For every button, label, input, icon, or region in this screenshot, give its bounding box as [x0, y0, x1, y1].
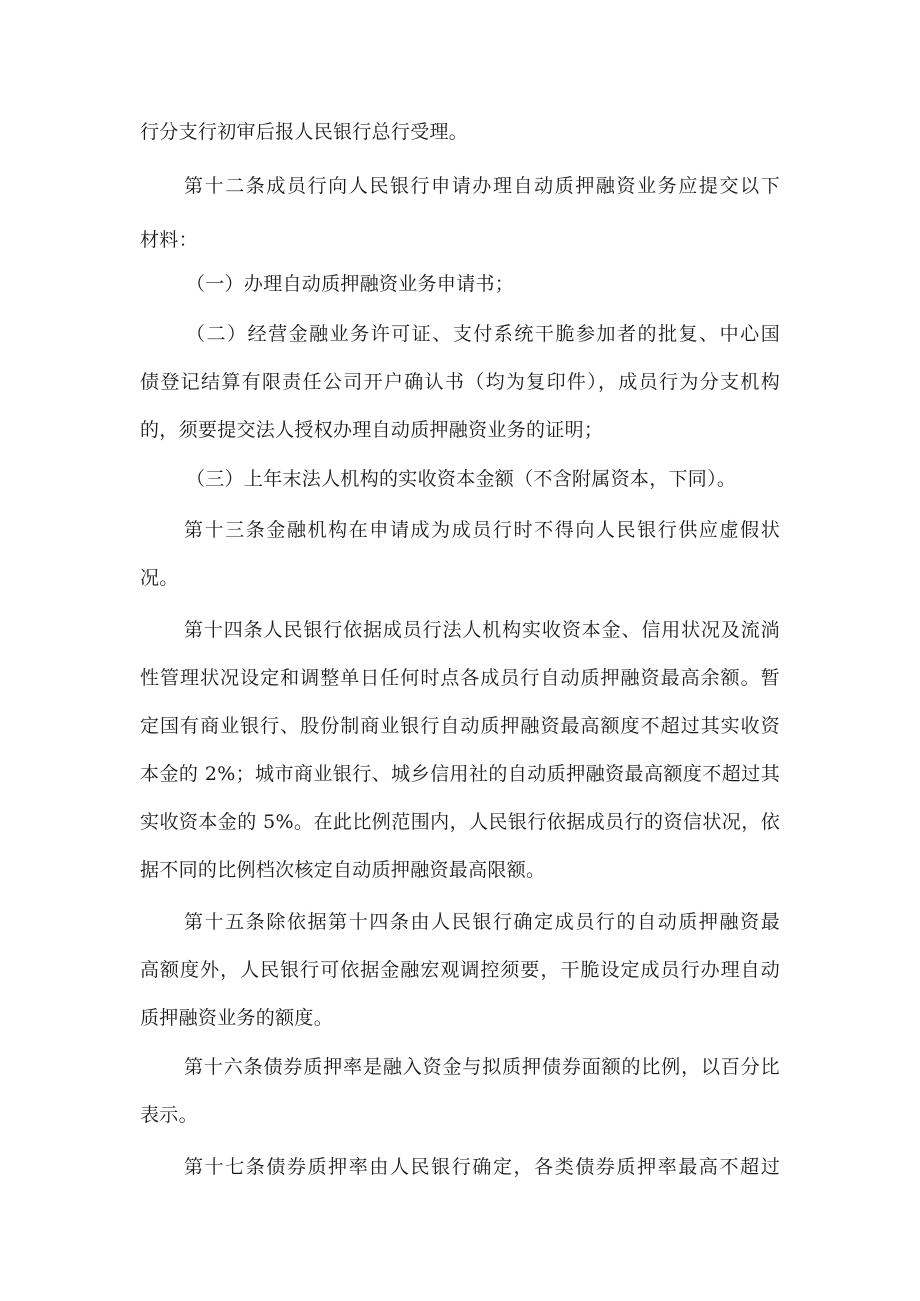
text-line: 定国有商业银行、股份制商业银行自动质押融资最高额度不超过其实收资 [140, 715, 780, 737]
text-line: 第十五条除依据第十四条由人民银行确定成员行的自动质押融资最 [184, 911, 780, 933]
text-line: 第十七条债券质押率由人民银行确定，各类债券质押率最高不超过 [184, 1156, 780, 1178]
text-line: 第十三条金融机构在申请成为成员行时不得向人民银行供应虚假状 [184, 519, 780, 541]
text-line: 第十二条成员行向人民银行申请办理自动质押融资业务应提交以下 [184, 175, 780, 197]
text-line: 第十六条债券质押率是融入资金与拟质押债券面额的比例，以百分比 [184, 1056, 780, 1078]
text-line: 行分支行初审后报人民银行总行受理。 [140, 121, 469, 143]
text-line: （二）经营金融业务许可证、支付系统干脆参加者的批复、中心国 [186, 323, 780, 345]
text-line: （一）办理自动质押融资业务申请书； [186, 273, 515, 295]
text-line: 高额度外，人民银行可依据金融宏观调控须要，干脆设定成员行办理自动 [140, 959, 780, 981]
text-line: 据不同的比例档次核定自动质押融资最高限额。 [140, 859, 546, 881]
text-line: 材料： [140, 229, 198, 251]
text-line: 质押融资业务的额度。 [140, 1007, 334, 1029]
text-line: （三）上年末法人机构的实收资本金额（不含附属资本，下同）。 [186, 468, 737, 490]
text-line: 的，须要提交法人授权办理自动质押融资业务的证明； [140, 419, 604, 441]
text-line: 第十四条人民银行依据成员行法人机构实收资本金、信用状况及流淌 [184, 619, 780, 641]
text-line: 性管理状况设定和调整单日任何时点各成员行自动质押融资最高余额。暂 [140, 667, 780, 689]
text-line: 实收资本金的 5%。在此比例范围内，人民银行依据成员行的资信状况，依 [140, 811, 780, 833]
text-line: 本金的 2%；城市商业银行、城乡信用社的自动质押融资最高额度不超过其 [140, 763, 780, 785]
text-line: 债登记结算有限责任公司开户确认书（均为复印件），成员行为分支机构 [140, 371, 780, 393]
text-line: 况。 [140, 567, 179, 589]
text-line: 表示。 [140, 1104, 198, 1126]
